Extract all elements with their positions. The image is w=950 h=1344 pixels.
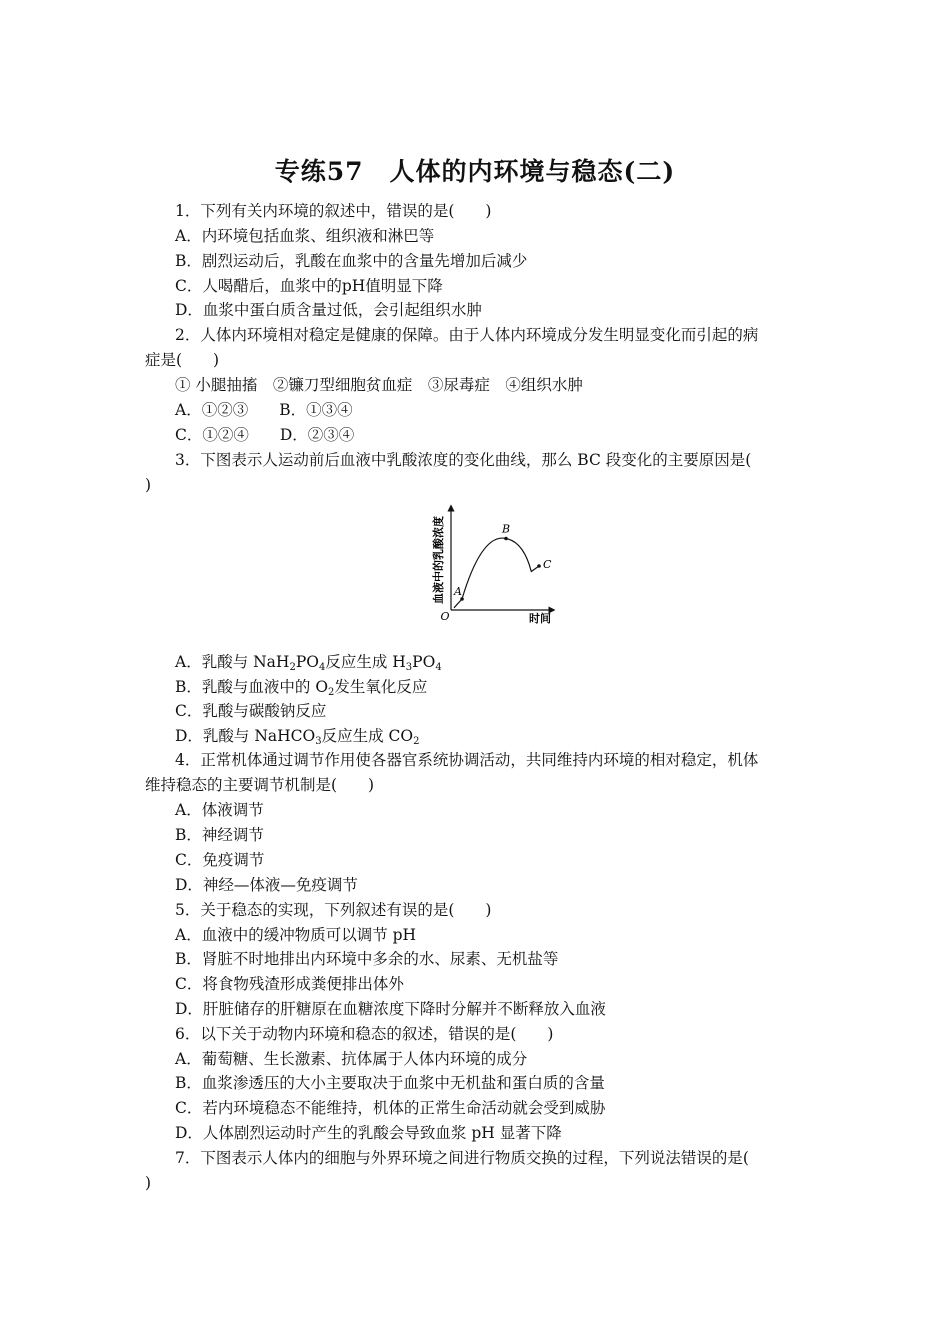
q2-options-cd: C．①②④ D．②③④ <box>175 426 355 444</box>
q1-stem: 1．下列有关内环境的叙述中，错误的是( ) <box>175 202 492 220</box>
q1-option-b: B．剧烈运动后，乳酸在血浆中的含量先增加后减少 <box>175 252 528 270</box>
q4-stem-line2: 维持稳态的主要调节机制是( ) <box>145 776 375 794</box>
q5-option-b: B．肾脏不时地排出内环境中多余的水、尿素、无机盐等 <box>175 950 559 968</box>
q4-option-b: B．神经调节 <box>175 826 264 844</box>
q3-option-b: B．乳酸与血液中的 $O_2$发生氧化反应 <box>175 678 428 698</box>
q5-option-d: D．肝脏储存的肝糖原在血糖浓度下降时分解并不断释放入血液 <box>175 1000 606 1018</box>
point-c <box>537 564 541 568</box>
point-label-b: B <box>502 522 511 536</box>
q2-stem-line2: 症是( ) <box>145 351 220 369</box>
point-b <box>504 537 508 541</box>
y-axis-label: 血液中的乳酸浓度 <box>432 516 445 604</box>
q6-option-a: A．葡萄糖、生长激素、抗体属于人体内环境的成分 <box>175 1050 528 1068</box>
q1-option-c: C．人喝醋后，血浆中的pH值明显下降 <box>175 277 443 295</box>
q2-stem-line1: 2．人体内环境相对稳定是健康的保障。由于人体内环境成分发生明显变化而引起的病 <box>175 326 759 344</box>
q6-stem: 6．以下关于动物内环境和稳态的叙述，错误的是( ) <box>175 1025 554 1043</box>
q6-option-c: C．若内环境稳态不能维持，机体的正常生命活动就会受到威胁 <box>175 1099 606 1117</box>
origin-label: O <box>440 610 450 623</box>
q7-stem-line2: ) <box>145 1174 152 1192</box>
q3-option-c: C．乳酸与碳酸钠反应 <box>175 702 327 720</box>
q4-option-d: D．神经—体液—免疫调节 <box>175 876 358 894</box>
lactic-acid-chart <box>418 500 558 630</box>
q5-option-a: A．血液中的缓冲物质可以调节 pH <box>175 926 417 944</box>
point-label-c: C <box>543 558 552 571</box>
lactic-acid-curve <box>454 538 539 608</box>
q4-option-a: A．体液调节 <box>175 801 264 819</box>
q6-option-b: B．血浆渗透压的大小主要取决于血浆中无机盐和蛋白质的含量 <box>175 1074 605 1092</box>
q3-stem-line1: 3．下图表示人运动前后血液中乳酸浓度的变化曲线，那么 BC 段变化的主要原因是( <box>175 451 752 469</box>
page-title: 专练57 人体的内环境与稳态(二) <box>274 157 676 186</box>
q4-option-c: C．免疫调节 <box>175 851 265 869</box>
q7-stem-line1: 7．下图表示人体内的细胞与外界环境之间进行物质交换的过程，下列说法错误的是( <box>175 1149 749 1167</box>
q2-options-ab: A．①②③ B．①③④ <box>175 401 353 419</box>
q3-option-a: A．乳酸与 $NaH_2PO_4$反应生成 $H_3PO_4$ <box>175 653 442 673</box>
q5-option-c: C．将食物残渣形成粪便排出体外 <box>175 975 404 993</box>
x-axis-label: 时间 <box>529 612 551 625</box>
point-label-a: A <box>454 585 462 598</box>
q3-option-d: D．乳酸与 NaHCO$_3$反应生成 $CO_2$ <box>175 727 420 747</box>
q1-option-d: D．血浆中蛋白质含量过低，会引起组织水肿 <box>175 301 482 319</box>
q5-stem: 5．关于稳态的实现，下列叙述有误的是( ) <box>175 901 492 919</box>
q1-option-a: A．内环境包括血浆、组织液和淋巴等 <box>175 227 435 245</box>
q3-stem-line2: ) <box>145 476 152 494</box>
q2-items: ① 小腿抽搐 ②镰刀型细胞贫血症 ③尿毒症 ④组织水肿 <box>175 376 583 394</box>
q4-stem-line1: 4．正常机体通过调节作用使各器官系统协调活动，共同维持内环境的相对稳定，机体 <box>175 751 759 769</box>
q6-option-d: D．人体剧烈运动时产生的乳酸会导致血浆 pH 显著下降 <box>175 1124 562 1142</box>
